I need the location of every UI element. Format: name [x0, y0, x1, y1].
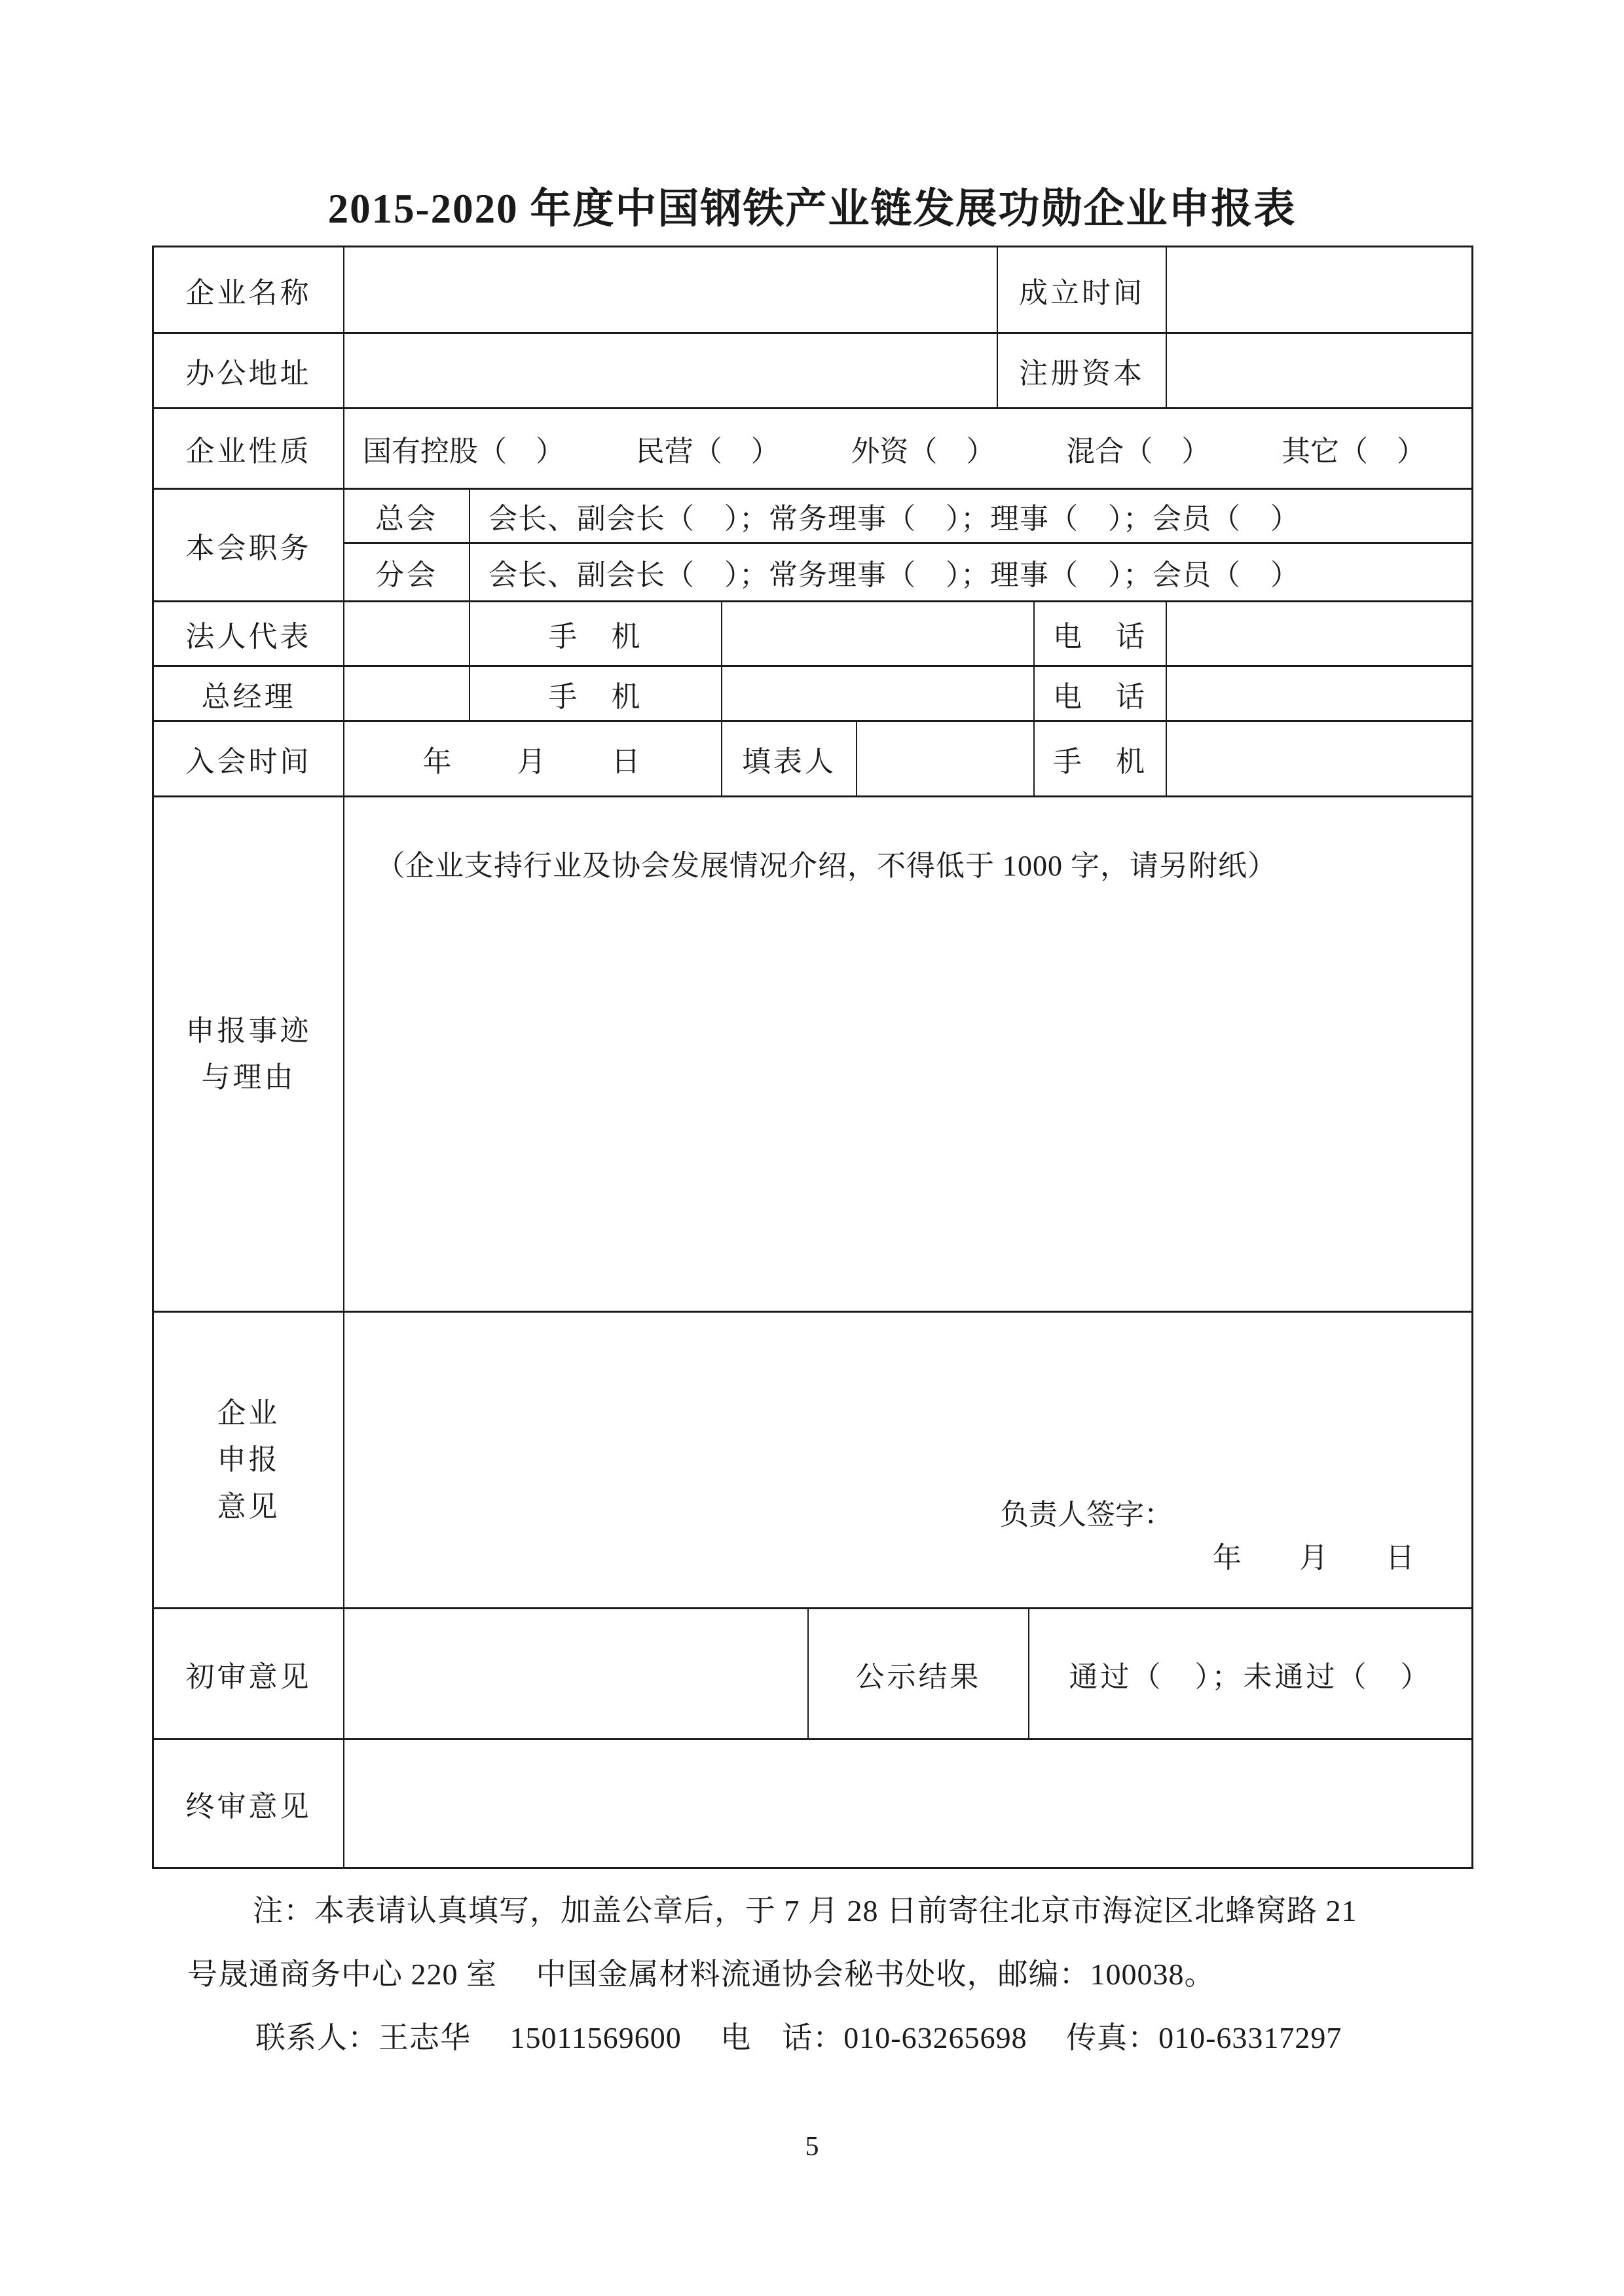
gm-mobile-value — [722, 667, 1035, 720]
deeds-label-line1: 申报事迹 — [185, 1014, 312, 1047]
row-company-opinion — [154, 1313, 1471, 1609]
office-address-value — [344, 334, 998, 407]
legal-rep-label: 法人代表 — [154, 602, 344, 665]
row-company-name — [154, 247, 1471, 334]
row-join-time — [154, 722, 1471, 797]
enterprise-nature-options — [344, 409, 1471, 488]
company-opinion-label-line1: 企业 — [217, 1397, 280, 1430]
application-table — [152, 246, 1473, 1869]
join-time-label: 入会时间 — [154, 722, 344, 795]
established-value — [1167, 247, 1471, 332]
row-deeds — [154, 797, 1471, 1313]
company-name-value — [344, 247, 998, 332]
company-opinion-label — [154, 1313, 344, 1607]
filler-mobile-label: 手 机 — [1035, 722, 1167, 795]
legal-rep-phone-label: 电 话 — [1035, 602, 1167, 665]
established-label: 成立时间 — [998, 247, 1167, 332]
row-enterprise-nature — [154, 409, 1471, 490]
gm-phone-label: 电 话 — [1035, 667, 1167, 720]
branch-options: 会长、副会长（ ）；常务理事（ ）；理事（ ）；会员（ ） — [489, 559, 1300, 591]
form-title: 2015-2020 年度中国钢铁产业链发展功勋企业申报表 — [327, 186, 1297, 232]
deeds-hint-text: （企业支持行业及协会发展情况介绍，不得低于 1000 字，请另附纸） — [376, 850, 1277, 882]
association-post-head-office-row — [344, 490, 1471, 544]
row-association-post — [154, 490, 1471, 602]
nature-option-private: 民营（ ） — [635, 435, 780, 467]
note-line-3: 联系人：王志华 15011569600 电 话：010-63265698 传真：010-63317297 — [255, 2021, 1342, 2054]
company-opinion-label-line2: 申报 — [217, 1444, 280, 1476]
signature-date-placeholder: 年 月 日 — [1213, 1542, 1414, 1574]
final-review-label: 终审意见 — [154, 1740, 344, 1867]
publicity-result-options: 通过（ ）；未通过（ ） — [1069, 1660, 1432, 1693]
deeds-content — [344, 797, 1471, 1311]
filler-mobile-value — [1167, 722, 1471, 795]
row-final-review — [154, 1740, 1471, 1867]
company-opinion-label-line3: 意见 — [217, 1490, 280, 1523]
note-line-2: 号晟通商务中心 220 室 中国金属材料流通协会秘书处收，邮编：100038。 — [187, 1958, 1215, 1991]
gm-label: 总经理 — [154, 667, 344, 720]
legal-rep-mobile-label: 手 机 — [470, 602, 722, 665]
gm-name-value — [344, 667, 470, 720]
legal-rep-mobile-value — [722, 602, 1035, 665]
join-time-date: 年 月 日 — [344, 722, 722, 795]
nature-option-mixed: 混合（ ） — [1066, 435, 1211, 467]
nature-option-other: 其它（ ） — [1282, 435, 1426, 467]
nature-option-state-owned: 国有控股（ ） — [363, 435, 564, 467]
association-post-branch-row — [344, 544, 1471, 600]
page-number: 5 — [805, 2132, 819, 2162]
association-post-label: 本会职务 — [154, 490, 344, 600]
form-filler-label: 填表人 — [722, 722, 857, 795]
company-opinion-content — [344, 1313, 1471, 1607]
company-name-label: 企业名称 — [154, 247, 344, 332]
row-office-address — [154, 334, 1471, 409]
legal-rep-phone-value — [1167, 602, 1471, 665]
nature-option-foreign: 外资（ ） — [851, 435, 995, 467]
head-office-scope-label: 总会 — [344, 490, 470, 542]
row-legal-representative — [154, 602, 1471, 667]
office-address-label: 办公地址 — [154, 334, 344, 407]
row-general-manager — [154, 667, 1471, 722]
enterprise-nature-label: 企业性质 — [154, 409, 344, 488]
deeds-label-line2: 与理由 — [201, 1061, 296, 1093]
publicity-result-label: 公示结果 — [809, 1609, 1029, 1738]
registered-capital-label: 注册资本 — [998, 334, 1167, 407]
note-line-1: 注：本表请认真填写，加盖公章后，于 7 月 28 日前寄往北京市海淀区北蜂窝路 21 — [253, 1894, 1357, 1927]
responsible-signature-label: 负责人签字： — [1000, 1499, 1173, 1531]
association-post-rows — [344, 490, 1471, 600]
registered-capital-value — [1167, 334, 1471, 407]
branch-scope-label: 分会 — [344, 544, 470, 600]
first-review-value — [344, 1609, 809, 1738]
row-first-review — [154, 1609, 1471, 1740]
final-review-value — [344, 1740, 1471, 1867]
gm-mobile-label: 手 机 — [470, 667, 722, 720]
gm-phone-value — [1167, 667, 1471, 720]
head-office-options: 会长、副会长（ ）；常务理事（ ）；理事（ ）；会员（ ） — [489, 503, 1300, 535]
deeds-label — [154, 797, 344, 1311]
first-review-label: 初审意见 — [154, 1609, 344, 1738]
legal-rep-name-value — [344, 602, 470, 665]
form-filler-value — [857, 722, 1035, 795]
